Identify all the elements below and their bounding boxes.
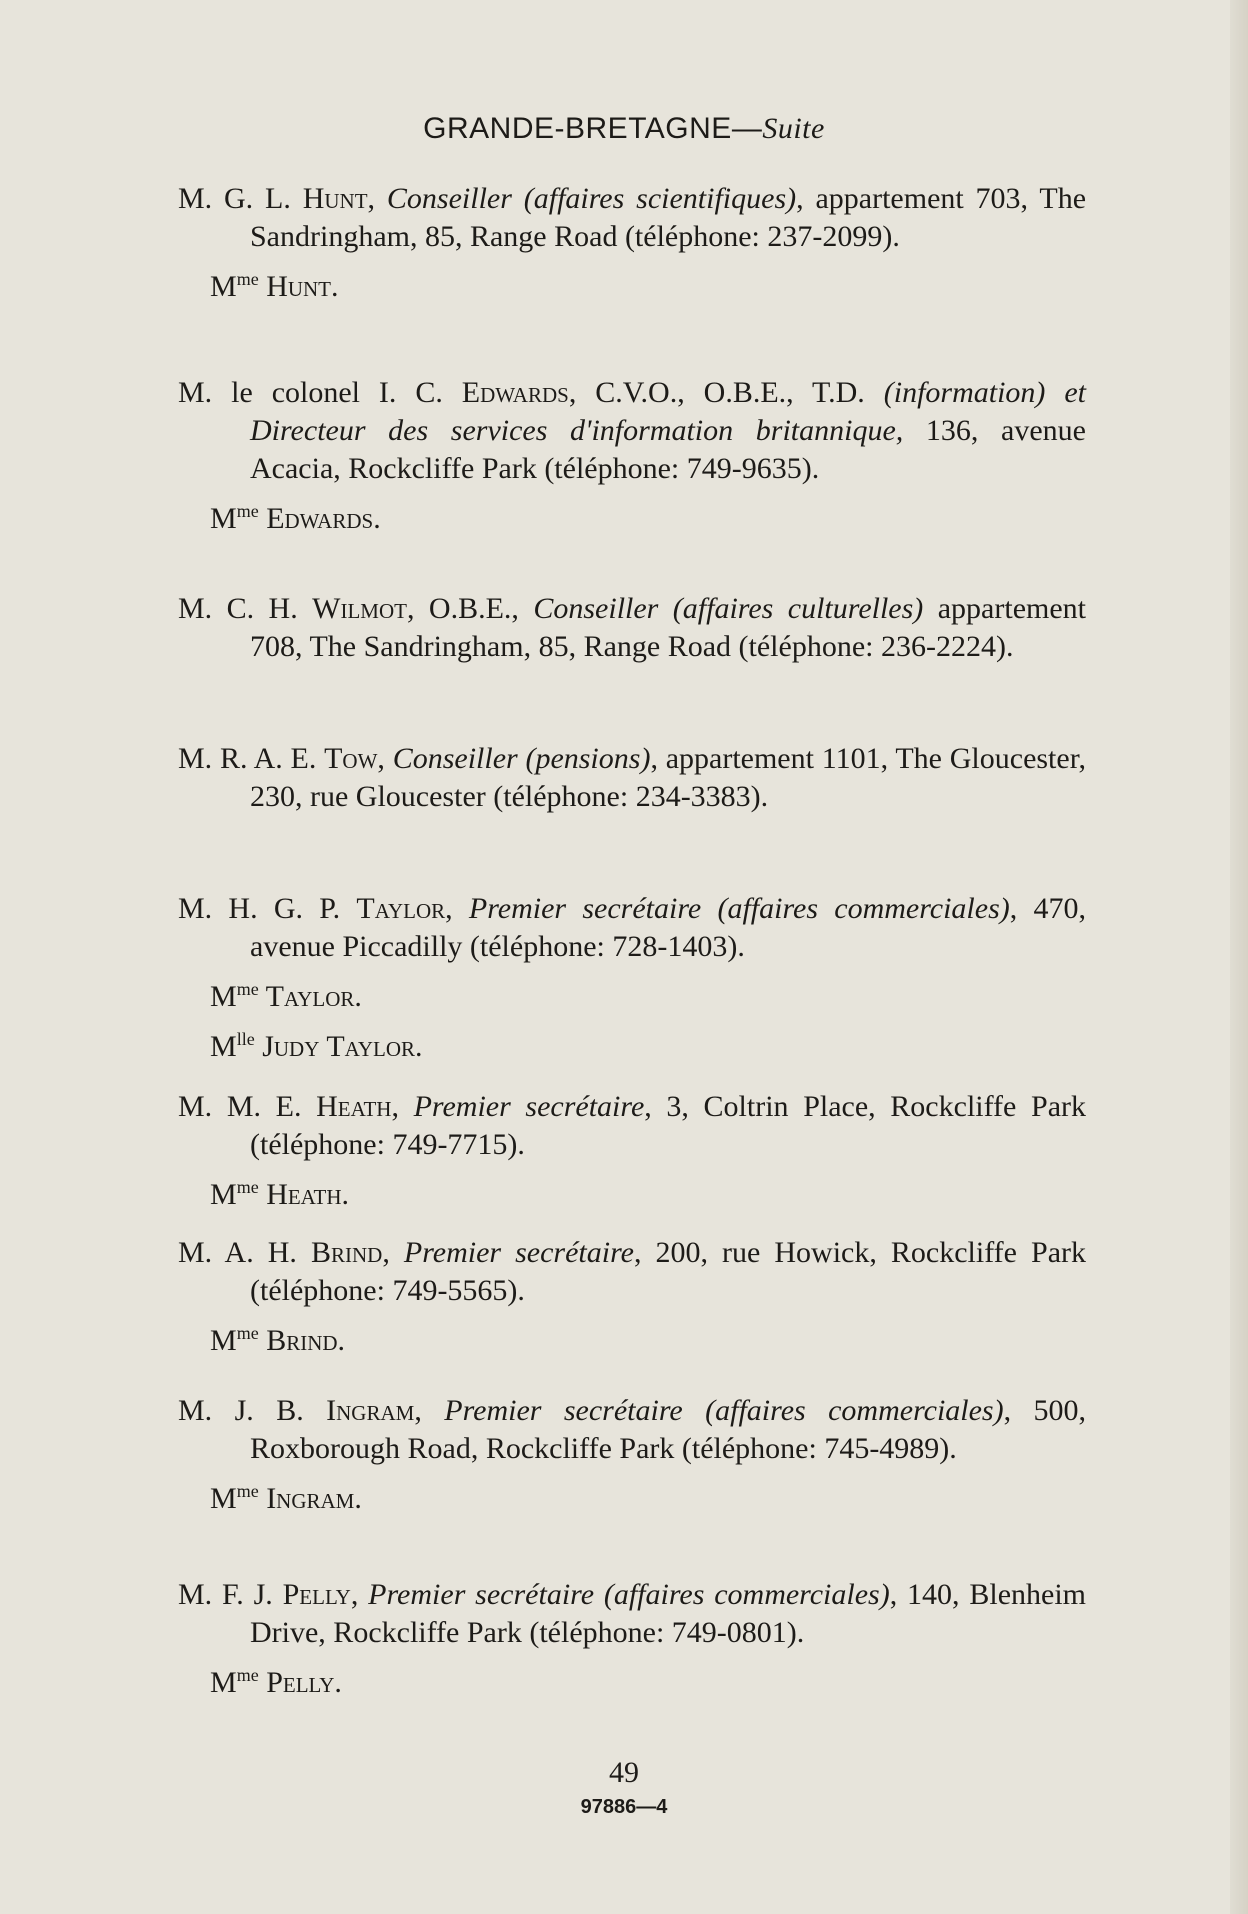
directory-entry bbox=[178, 1088, 1086, 1214]
entry-title: Premier secrétaire bbox=[403, 1236, 634, 1269]
spouse-name: Ingram. bbox=[258, 1482, 362, 1515]
entry-prefix: M. C. H. bbox=[178, 592, 313, 625]
spouse-honorific: M bbox=[210, 270, 237, 303]
entry-title: (information) et Directeur des services d'information britannique, bbox=[250, 376, 1086, 447]
spouse-honorific: M bbox=[210, 1178, 237, 1211]
entry-name: Ingram bbox=[326, 1394, 415, 1427]
spouse-honorific: M bbox=[210, 502, 237, 535]
spouse-line bbox=[210, 978, 1086, 1016]
spouse-honorific: M bbox=[210, 1030, 237, 1063]
directory-entry bbox=[178, 890, 1086, 1066]
entry-prefix: M. R. A. E. bbox=[178, 742, 325, 775]
entry-text bbox=[178, 890, 1086, 966]
spouse-honorific-sup: me bbox=[236, 979, 259, 999]
spouse-line bbox=[210, 1176, 1086, 1214]
entry-details: , 470, avenue Piccadilly (téléphone: 728-1403). bbox=[250, 892, 1087, 963]
entry-text bbox=[178, 1392, 1086, 1468]
spouse-honorific-sup: me bbox=[236, 1323, 259, 1343]
entry-details: , appartement 703, The Sandringham, 85, Range Road (téléphone: 237-2099). bbox=[250, 182, 1087, 253]
spouse-honorific-sup: lle bbox=[236, 1029, 255, 1049]
spouse-honorific: M bbox=[210, 1666, 237, 1699]
header-suite: Suite bbox=[762, 112, 825, 145]
spouse-honorific-sup: me bbox=[236, 1481, 259, 1501]
spouse-name: Taylor. bbox=[258, 980, 362, 1013]
directory-entry bbox=[178, 374, 1086, 538]
spouse-line bbox=[210, 1322, 1086, 1360]
entry-prefix: M. J. B. bbox=[178, 1394, 327, 1427]
entry-name: Brind bbox=[310, 1236, 383, 1269]
entry-separator: , bbox=[391, 1090, 414, 1123]
entry-separator: , bbox=[414, 1394, 445, 1427]
entry-text bbox=[178, 740, 1086, 816]
entry-title: Premier secrétaire (affaires commerciales) bbox=[368, 1578, 890, 1611]
entry-text bbox=[178, 1576, 1086, 1652]
entry-name: Hunt bbox=[302, 182, 368, 215]
spouse-name: Brind. bbox=[258, 1324, 346, 1357]
spouse-line bbox=[210, 500, 1086, 538]
entry-name: Heath bbox=[316, 1090, 392, 1123]
entry-name: Pelly bbox=[282, 1578, 351, 1611]
entry-separator: , bbox=[445, 892, 469, 925]
directory-entry bbox=[178, 740, 1086, 816]
spouse-line bbox=[210, 1480, 1086, 1518]
spouse-honorific-sup: me bbox=[236, 1177, 259, 1197]
spouse-honorific-sup: me bbox=[236, 269, 259, 289]
entry-separator: , bbox=[382, 1236, 404, 1269]
entry-details: , 500, Roxborough Road, Rockcliffe Park (téléphone: 745-4989). bbox=[250, 1394, 1087, 1465]
entry-prefix: M. A. H. bbox=[178, 1236, 311, 1269]
spouse-line bbox=[210, 268, 1086, 306]
page-edge bbox=[1230, 0, 1248, 1914]
entry-prefix: M. F. J. bbox=[178, 1578, 283, 1611]
entry-text bbox=[178, 374, 1086, 488]
entry-title: Premier secrétaire bbox=[413, 1090, 645, 1123]
entry-details: , appartement 1101, The Gloucester, 230, rue Gloucester (téléphone: 234-3383). bbox=[250, 742, 1086, 813]
entry-details: appartement 708, The Sandringham, 85, Range Road (téléphone: 236-2224). bbox=[250, 592, 1086, 663]
entry-title: Conseiller (affaires culturelles) bbox=[533, 592, 924, 625]
entry-prefix: M. H. G. P. bbox=[178, 892, 357, 925]
spouse-honorific-sup: me bbox=[236, 1665, 259, 1685]
spouse-line bbox=[210, 1664, 1086, 1702]
spouse-name: Pelly. bbox=[258, 1666, 342, 1699]
entry-separator: , bbox=[350, 1578, 369, 1611]
entry-separator: , bbox=[367, 182, 387, 215]
header-title: GRANDE-BRETAGNE— bbox=[423, 112, 763, 145]
entry-details: , 200, rue Howick, Rockcliffe Park (téléphone: 749-5565). bbox=[250, 1236, 1086, 1307]
spouse-line bbox=[210, 1028, 1086, 1066]
entry-title: Premier secrétaire (affaires commerciales) bbox=[468, 892, 1010, 925]
spouse-honorific-sup: me bbox=[236, 501, 259, 521]
print-code: 97886—4 bbox=[580, 1796, 668, 1818]
spouse-name: Heath. bbox=[258, 1178, 350, 1211]
directory-entry bbox=[178, 1234, 1086, 1360]
entry-details: , 3, Coltrin Place, Rockcliffe Park (téléphone: 749-7715). bbox=[250, 1090, 1086, 1161]
directory-entry bbox=[178, 180, 1086, 306]
directory-entry bbox=[178, 590, 1086, 666]
entry-name: Tow bbox=[324, 742, 378, 775]
entry-text bbox=[178, 1088, 1086, 1164]
entry-separator: , bbox=[377, 742, 393, 775]
page-header bbox=[0, 112, 1248, 146]
entry-name: Edwards bbox=[461, 376, 569, 409]
entry-name: Taylor bbox=[356, 892, 446, 925]
spouse-name: Edwards. bbox=[258, 502, 381, 535]
entry-prefix: M. G. L. bbox=[178, 182, 303, 215]
entry-separator: , O.B.E., bbox=[406, 592, 534, 625]
entry-title: Premier secrétaire (affaires commerciales) bbox=[444, 1394, 1004, 1427]
spouse-name: Judy Taylor. bbox=[254, 1030, 423, 1063]
entry-prefix: M. le colonel I. C. bbox=[178, 376, 462, 409]
entry-details: 136, avenue Acacia, Rockcliffe Park (téléphone: 749-9635). bbox=[250, 414, 1086, 485]
spouse-honorific: M bbox=[210, 980, 237, 1013]
directory-entry bbox=[178, 1576, 1086, 1702]
entry-details: , 140, Blenheim Drive, Rockcliffe Park (téléphone: 749-0801). bbox=[250, 1578, 1087, 1649]
page-number: 49 bbox=[609, 1756, 639, 1789]
entry-separator: , C.V.O., O.B.E., T.D. bbox=[568, 376, 884, 409]
entry-name: Wilmot bbox=[312, 592, 407, 625]
entry-text bbox=[178, 180, 1086, 256]
entry-prefix: M. M. E. bbox=[178, 1090, 317, 1123]
entry-title: Conseiller (affaires scientifiques) bbox=[386, 182, 797, 215]
spouse-honorific: M bbox=[210, 1482, 237, 1515]
entry-text bbox=[178, 1234, 1086, 1310]
directory-entry bbox=[178, 1392, 1086, 1518]
entry-title: Conseiller (pensions) bbox=[392, 742, 651, 775]
entry-text bbox=[178, 590, 1086, 666]
spouse-name: Hunt. bbox=[258, 270, 339, 303]
spouse-honorific: M bbox=[210, 1324, 237, 1357]
